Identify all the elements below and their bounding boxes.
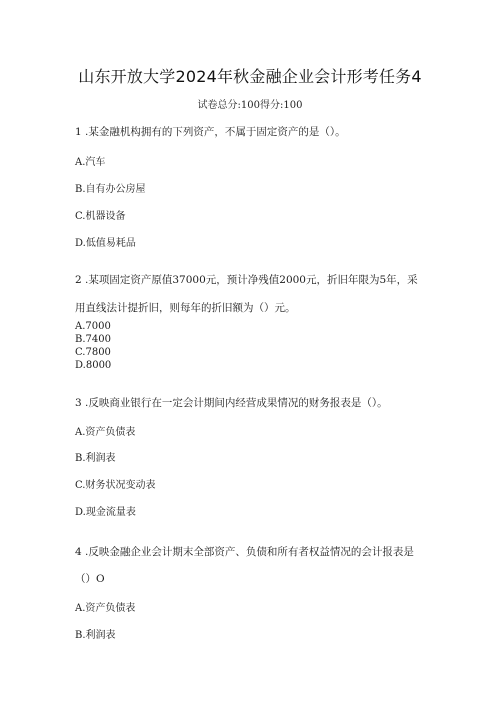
- question-2-text-line1: 2 .某项固定资产原值37000元，预计净残值2000元，折旧年限为5年，采: [75, 274, 418, 286]
- question-4-option-b: B.利润表: [75, 630, 116, 641]
- document-title: 山东开放大学2024年秋金融企业会计形考任务4: [78, 67, 422, 86]
- question-3-text: 3 .反映商业银行在一定会计期间内经营成果情况的财务报表是（）。: [75, 397, 388, 409]
- question-1-text: 1 .某金融机构拥有的下列资产，不属于固定资产的是（）。: [75, 126, 346, 138]
- question-2-option-d: D.8000: [75, 360, 112, 371]
- question-3-option-c: C.财务状况变动表: [75, 480, 156, 491]
- question-4-text-line1: 4 .反映金融企业会计期末全部资产、负债和所有者权益情况的会计报表是: [75, 546, 414, 558]
- question-3-option-a: A.资产负债表: [75, 427, 136, 438]
- question-1-option-d: D.低值易耗品: [75, 238, 136, 249]
- question-3-option-b: B.利润表: [75, 453, 116, 464]
- question-4-option-a: A.资产负债表: [75, 603, 136, 614]
- question-1-option-c: C.机器设备: [75, 211, 126, 222]
- score-line: 试卷总分:100得分:100: [197, 100, 303, 111]
- question-4-text-line2: （）O: [75, 573, 105, 585]
- question-2-option-c: C.7800: [75, 347, 111, 358]
- question-2-option-b: B.7400: [75, 334, 111, 345]
- question-2-option-a: A.7000: [75, 321, 111, 332]
- question-2-text-line2: 用直线法计提折旧，则每年的折旧额为（）元。: [75, 302, 296, 314]
- question-3-option-d: D.现金流量表: [75, 507, 136, 518]
- question-1-option-a: A.汽车: [75, 157, 106, 168]
- question-1-option-b: B.自有办公房屋: [75, 184, 146, 195]
